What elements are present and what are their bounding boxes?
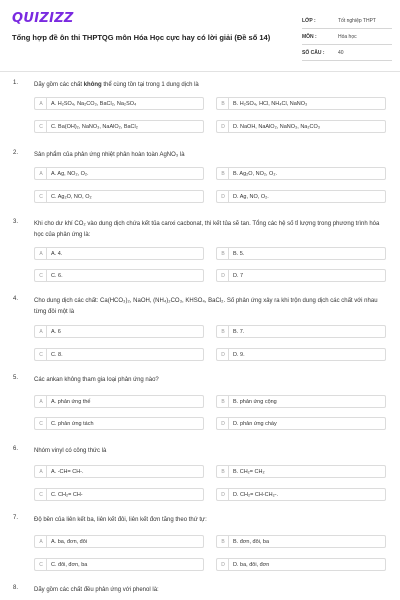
option-letter: D (218, 191, 229, 202)
option-text: A. Ag, NO₂, O₂. (51, 170, 89, 177)
option-text: C. 6. (51, 272, 63, 279)
meta-label: LỚP : (302, 17, 316, 24)
question-number: 5. (13, 375, 19, 381)
question-number: 7. (13, 515, 19, 521)
quizizz-logo: QUIZIZZ (12, 11, 74, 26)
option-d[interactable] (216, 488, 386, 501)
option-letter: B (218, 396, 229, 407)
question-number: 6. (13, 446, 19, 452)
option-b[interactable] (216, 465, 386, 478)
meta-label: SỐ CÂU : (302, 49, 325, 56)
option-text: B. phản ứng cộng (233, 398, 277, 405)
option-text: A. -CH= CH-. (51, 468, 84, 475)
option-a[interactable] (34, 97, 204, 110)
question-text: Cho dung dịch các chất: Ca(HCO₃)₂, NaOH, (NH₄)₂CO₃, KHSO₄, BaCl₂. Số phản ứng xảy ra khi trộn dung dịch các chất với nhau từng đôi một là (34, 298, 378, 315)
worksheet-meta (302, 13, 392, 61)
worksheet-title: Tổng hợp đề ôn thi THPTQG môn Hóa Học cực hay có lời giải (Đề số 14) (12, 33, 271, 42)
option-text: A. H₂SO₄, Na₂CO₃, BaCl₂, Na₂SO₄ (51, 100, 137, 107)
option-letter: D (218, 121, 229, 132)
option-letter: D (218, 349, 229, 360)
option-b[interactable] (216, 535, 386, 548)
question-number: 8. (13, 585, 19, 591)
option-c[interactable] (34, 120, 204, 133)
question-text-part: thể cùng tồn tại trong 1 dung dịch là (101, 82, 199, 88)
meta-value: Tốt nghiệp THPT (338, 17, 376, 24)
header-divider (0, 71, 400, 72)
question-text: Độ bền của liên kết ba, liên kết đôi, liên kết đơn tăng theo thứ tự: (34, 517, 207, 523)
option-letter: B (218, 98, 229, 109)
option-text: B. H₂SO₄, HCl, NH₄Cl, NaNO₃ (233, 100, 308, 107)
question-text-emphasis: không (83, 82, 102, 88)
option-letter: C (36, 489, 47, 500)
option-a[interactable] (34, 535, 204, 548)
question-text: Khi cho dư khí CO₂ vào dung dịch chứa kết tủa canxi cacbonat, thì kết tủa sẽ tan. Tổng các hệ số tỉ lượng trong phương trình hóa học của phản ứng là: (34, 221, 380, 238)
option-d[interactable] (216, 269, 386, 282)
option-text: A. 4. (51, 250, 63, 257)
option-d[interactable] (216, 348, 386, 361)
option-text: C. Ag₂O, NO, O₂ (51, 193, 92, 200)
option-letter: C (36, 418, 47, 429)
option-text: D. ba, đôi, đơn (233, 561, 270, 568)
option-letter: A (36, 98, 47, 109)
question-number: 2. (13, 150, 19, 156)
option-text: D. CH₂= CH-CH₂-. (233, 491, 279, 498)
option-a[interactable] (34, 247, 204, 260)
option-text: D. phản ứng cháy (233, 420, 277, 427)
question-text: Sản phẩm của phản ứng nhiệt phân hoàn toàn AgNO₃ là (34, 152, 185, 158)
meta-value: Hóa học (338, 33, 357, 40)
option-letter: C (36, 121, 47, 132)
question-text-part: Dãy gồm các chất (34, 82, 84, 88)
meta-row-subject (302, 29, 392, 45)
option-a[interactable] (34, 167, 204, 180)
option-letter: A (36, 396, 47, 407)
option-text: A. ba, đơn, đôi (51, 538, 88, 545)
option-letter: A (36, 248, 47, 259)
question-number: 3. (13, 219, 19, 225)
option-letter: C (36, 559, 47, 570)
option-d[interactable] (216, 558, 386, 571)
option-text: D. NaOH, NaAlO₂, NaNO₃, Na₂CO₃ (233, 123, 320, 130)
option-text: A. phản ứng thế (51, 398, 91, 405)
option-letter: D (218, 418, 229, 429)
option-letter: D (218, 270, 229, 281)
option-b[interactable] (216, 97, 386, 110)
worksheet-header (0, 0, 400, 62)
option-c[interactable] (34, 190, 204, 203)
meta-value: 40 (338, 49, 344, 56)
option-text: C. CH₂= CH- (51, 491, 83, 498)
option-text: C. đôi, đơn, ba (51, 561, 88, 568)
option-letter: B (218, 466, 229, 477)
option-text: C. phản ứng tách (51, 420, 94, 427)
option-letter: B (218, 168, 229, 179)
meta-row-count (302, 45, 392, 61)
option-text: C. Ba(OH)₂, NaNO₃, NaAlO₂, BaCl₂ (51, 123, 138, 130)
option-b[interactable] (216, 395, 386, 408)
option-d[interactable] (216, 120, 386, 133)
question-number: 1. (13, 80, 19, 86)
option-c[interactable] (34, 558, 204, 571)
meta-label: MÔN : (302, 33, 317, 40)
option-c[interactable] (34, 348, 204, 361)
option-text: D. Ag, NO, O₂. (233, 193, 269, 200)
option-text: B. 7. (233, 328, 245, 335)
option-c[interactable] (34, 269, 204, 282)
option-c[interactable] (34, 488, 204, 501)
option-letter: B (218, 536, 229, 547)
option-b[interactable] (216, 167, 386, 180)
option-text: B. Ag₂O, NO₂, O₂. (233, 170, 277, 177)
option-letter: A (36, 536, 47, 547)
option-d[interactable] (216, 417, 386, 430)
option-text: B. 5. (233, 250, 245, 257)
option-letter: D (218, 489, 229, 500)
option-text: D. 7 (233, 272, 244, 279)
option-text: B. đơn, đôi, ba (233, 538, 270, 545)
option-letter: B (218, 248, 229, 259)
option-letter: D (218, 559, 229, 570)
question-text: Các ankan không tham gia loại phản ứng nào? (34, 377, 159, 383)
option-letter: B (218, 326, 229, 337)
question-text: Nhóm vinyl có công thức là (34, 448, 107, 454)
option-letter: C (36, 270, 47, 281)
question-text (34, 80, 386, 91)
question-number: 4. (13, 296, 19, 302)
option-c[interactable] (34, 417, 204, 430)
option-text: A. 6 (51, 328, 61, 335)
option-text: C. 8. (51, 351, 63, 358)
option-letter: C (36, 349, 47, 360)
option-letter: A (36, 168, 47, 179)
option-letter: A (36, 466, 47, 477)
option-text: D. 9. (233, 351, 245, 358)
option-letter: C (36, 191, 47, 202)
option-text: B. CH₂= CH₂ (233, 468, 265, 475)
option-a[interactable] (34, 395, 204, 408)
option-a[interactable] (34, 325, 204, 338)
option-d[interactable] (216, 190, 386, 203)
question-text: Dãy gồm các chất đều phản ứng với phenol là: (34, 587, 159, 593)
option-b[interactable] (216, 325, 386, 338)
option-b[interactable] (216, 247, 386, 260)
option-letter: A (36, 326, 47, 337)
option-a[interactable] (34, 465, 204, 478)
meta-row-class (302, 13, 392, 29)
